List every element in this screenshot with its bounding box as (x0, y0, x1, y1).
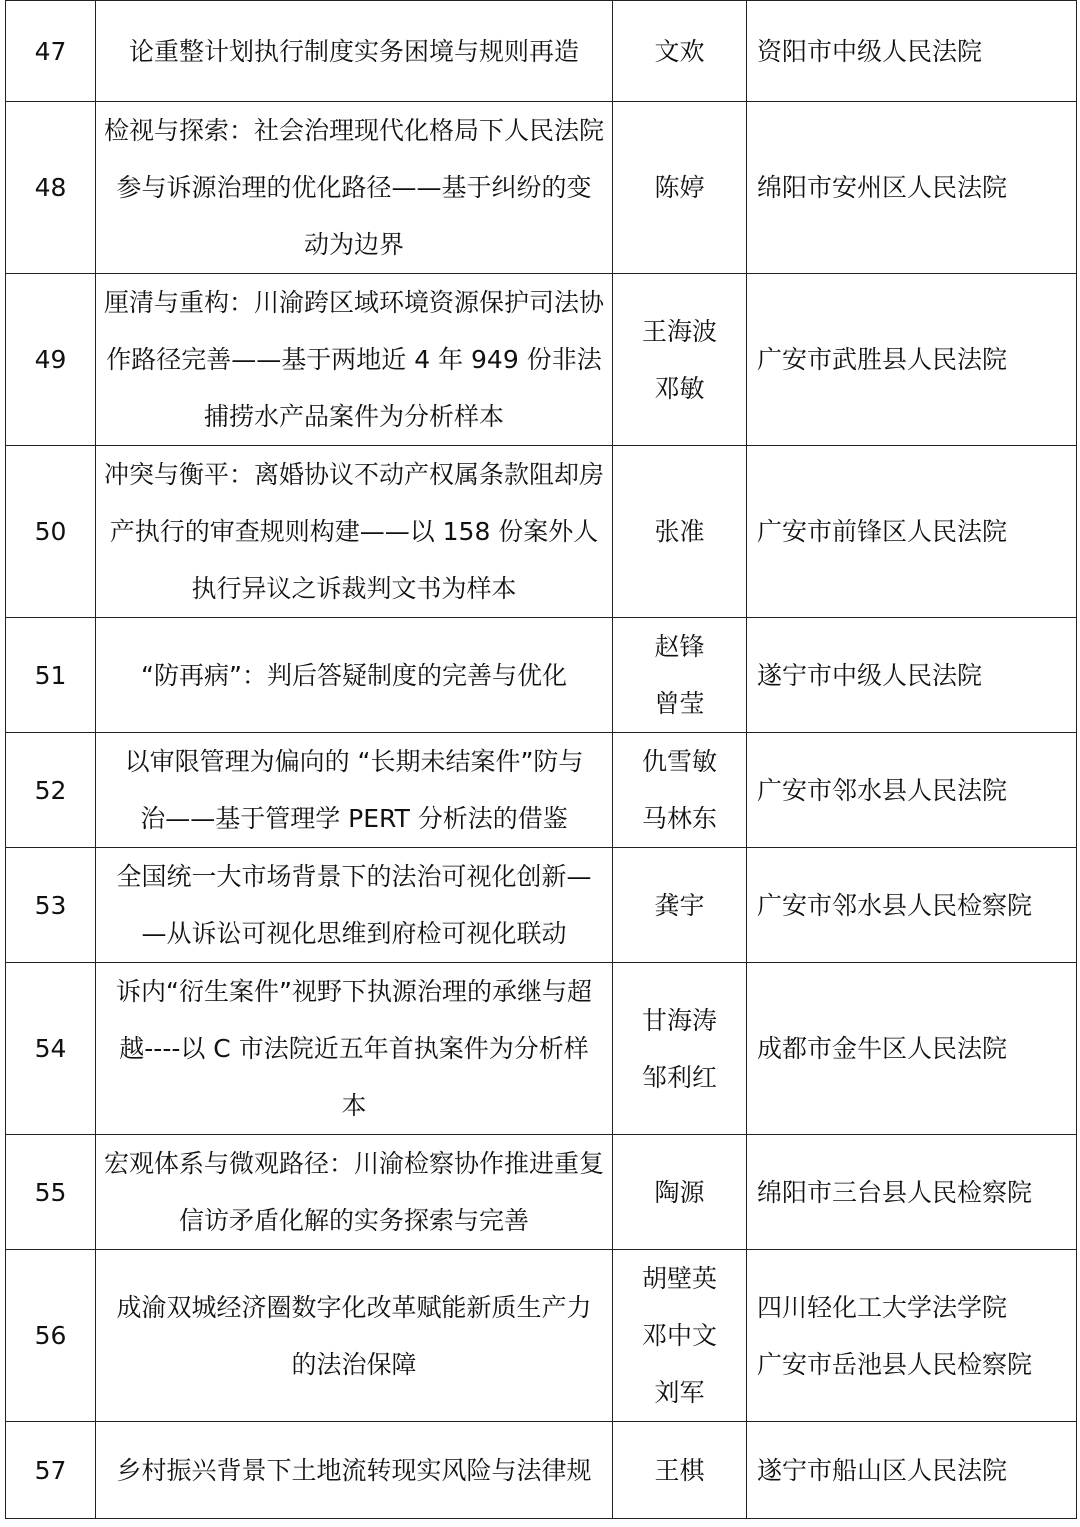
table-row (6, 1, 1077, 102)
paper-title-line: 越----以 C 市法院近五年首执案件为分析样 (119, 1034, 589, 1063)
author-names-line: 刘军 (654, 1378, 705, 1407)
institution-name-line: 广安市武胜县人民法院 (757, 345, 1008, 374)
row-number: 57 (6, 1422, 96, 1519)
row-number: 56 (6, 1250, 96, 1422)
author-names-line: 龚宇 (654, 890, 705, 920)
row-number: 50 (6, 446, 96, 618)
paper-title (96, 1, 613, 102)
institution-name-line: 四川轻化工大学法学院 (757, 1292, 1008, 1322)
author-names-line: 文欢 (654, 36, 705, 66)
table-row (6, 1250, 1077, 1422)
institution-name-line: 遂宁市船山区人民法院 (757, 1455, 1008, 1485)
paper-title-line: 捕捞水产品案件为分析样本 (203, 402, 504, 431)
row-number: 51 (6, 618, 96, 733)
institution-name-line: 广安市岳池县人民检察院 (757, 1349, 1033, 1379)
institution-name (747, 1135, 1077, 1250)
institution-name-line: 广安市邻水县人民检察院 (757, 890, 1033, 920)
institution-name (747, 446, 1077, 618)
paper-title (96, 446, 613, 618)
author-names (613, 1422, 747, 1519)
institution-name (747, 848, 1077, 963)
paper-title-line: —从诉讼可视化思维到府检可视化联动 (141, 919, 567, 948)
table-row (6, 102, 1077, 274)
paper-title-line: 作路径完善——基于两地近 4 年 949 份非法 (106, 345, 602, 374)
paper-title (96, 1250, 613, 1422)
paper-title-line: 冲突与衡平：离婚协议不动产权属条款阻却房 (104, 460, 605, 489)
author-names (613, 274, 747, 446)
paper-title-line: 以审限管理为偏向的 “长期未结案件”防与 (124, 747, 584, 776)
paper-title (96, 1135, 613, 1250)
table-row (6, 446, 1077, 618)
paper-title-line: 信访矛盾化解的实务探索与完善 (178, 1206, 529, 1235)
institution-name (747, 963, 1077, 1135)
paper-title-line: 成渝双城经济圈数字化改革赋能新质生产力 (116, 1292, 592, 1322)
author-names-line: 陈婷 (654, 173, 705, 202)
institution-name-line: 遂宁市中级人民法院 (757, 660, 983, 690)
table-row (6, 848, 1077, 963)
table-row (6, 1135, 1077, 1250)
author-names (613, 1, 747, 102)
author-names-line: 王海波 (641, 316, 717, 346)
paper-title-line: 全国统一大市场背景下的法治可视化创新— (116, 862, 592, 891)
author-names (613, 446, 747, 618)
paper-list-table (5, 0, 1077, 1519)
table-row (6, 1422, 1077, 1519)
paper-title-line: 动为边界 (303, 230, 404, 259)
row-number: 54 (6, 963, 96, 1135)
author-names-line: 马林东 (641, 804, 717, 833)
author-names-line: 甘海涛 (641, 1005, 717, 1035)
paper-title (96, 963, 613, 1135)
paper-title (96, 733, 613, 848)
institution-name-line: 成都市金牛区人民法院 (757, 1034, 1008, 1063)
paper-title (96, 1422, 613, 1519)
author-names (613, 963, 747, 1135)
author-names-line: 张准 (654, 517, 705, 546)
row-number: 47 (6, 1, 96, 102)
institution-name (747, 618, 1077, 733)
paper-title (96, 274, 613, 446)
author-names (613, 848, 747, 963)
paper-title-line: 治——基于管理学 PERT 分析法的借鉴 (140, 804, 568, 833)
row-number: 55 (6, 1135, 96, 1250)
institution-name (747, 102, 1077, 274)
institution-name (747, 1, 1077, 102)
paper-title-line: 论重整计划执行制度实务困境与规则再造 (128, 36, 579, 66)
paper-title-line: 本 (341, 1091, 367, 1120)
author-names-line: 仇雪敏 (641, 747, 717, 776)
author-names-line: 邓中文 (641, 1321, 717, 1350)
row-number: 48 (6, 102, 96, 274)
institution-name (747, 274, 1077, 446)
author-names-line: 曾莹 (654, 689, 705, 718)
row-number: 52 (6, 733, 96, 848)
paper-title-line: 诉内“衍生案件”视野下执源治理的承继与超 (116, 977, 592, 1006)
author-names-line: 邹利红 (641, 1062, 717, 1092)
author-names (613, 618, 747, 733)
table-row (6, 618, 1077, 733)
table-row (6, 274, 1077, 446)
author-names-line: 王棋 (654, 1455, 705, 1485)
paper-title-line: 产执行的审查规则构建——以 158 份案外人 (109, 517, 599, 546)
paper-title-line: 的法治保障 (291, 1349, 417, 1379)
author-names-line: 邓敏 (654, 373, 705, 403)
institution-name (747, 733, 1077, 848)
institution-name (747, 1250, 1077, 1422)
institution-name-line: 绵阳市安州区人民法院 (757, 173, 1008, 202)
author-names (613, 1135, 747, 1250)
table-row (6, 963, 1077, 1135)
author-names (613, 1250, 747, 1422)
table-body (6, 1, 1077, 1519)
institution-name-line: 资阳市中级人民法院 (757, 36, 983, 66)
paper-title (96, 848, 613, 963)
paper-title (96, 102, 613, 274)
institution-name-line: 广安市邻水县人民法院 (757, 775, 1008, 805)
row-number: 53 (6, 848, 96, 963)
institution-name (747, 1422, 1077, 1519)
author-names-line: 赵锋 (654, 632, 705, 661)
institution-name-line: 广安市前锋区人民法院 (757, 517, 1008, 546)
paper-title-line: 检视与探索：社会治理现代化格局下人民法院 (104, 116, 605, 145)
institution-name-line: 绵阳市三台县人民检察院 (757, 1177, 1033, 1207)
paper-title (96, 618, 613, 733)
author-names (613, 733, 747, 848)
author-names-line: 陶源 (654, 1177, 705, 1207)
paper-title-line: 乡村振兴背景下土地流转现实风险与法律规 (116, 1455, 592, 1485)
paper-title-line: 宏观体系与微观路径：川渝检察协作推进重复 (104, 1149, 605, 1178)
author-names (613, 102, 747, 274)
author-names-line: 胡壁英 (641, 1264, 717, 1293)
paper-title-line: 厘清与重构：川渝跨区域环境资源保护司法协 (104, 288, 605, 317)
paper-title-line: 参与诉源治理的优化路径——基于纠纷的变 (116, 173, 592, 202)
row-number: 49 (6, 274, 96, 446)
paper-title-line: 执行异议之诉裁判文书为样本 (191, 574, 517, 603)
paper-title-line: “防再病”：判后答疑制度的完善与优化 (141, 660, 567, 690)
table-row (6, 733, 1077, 848)
